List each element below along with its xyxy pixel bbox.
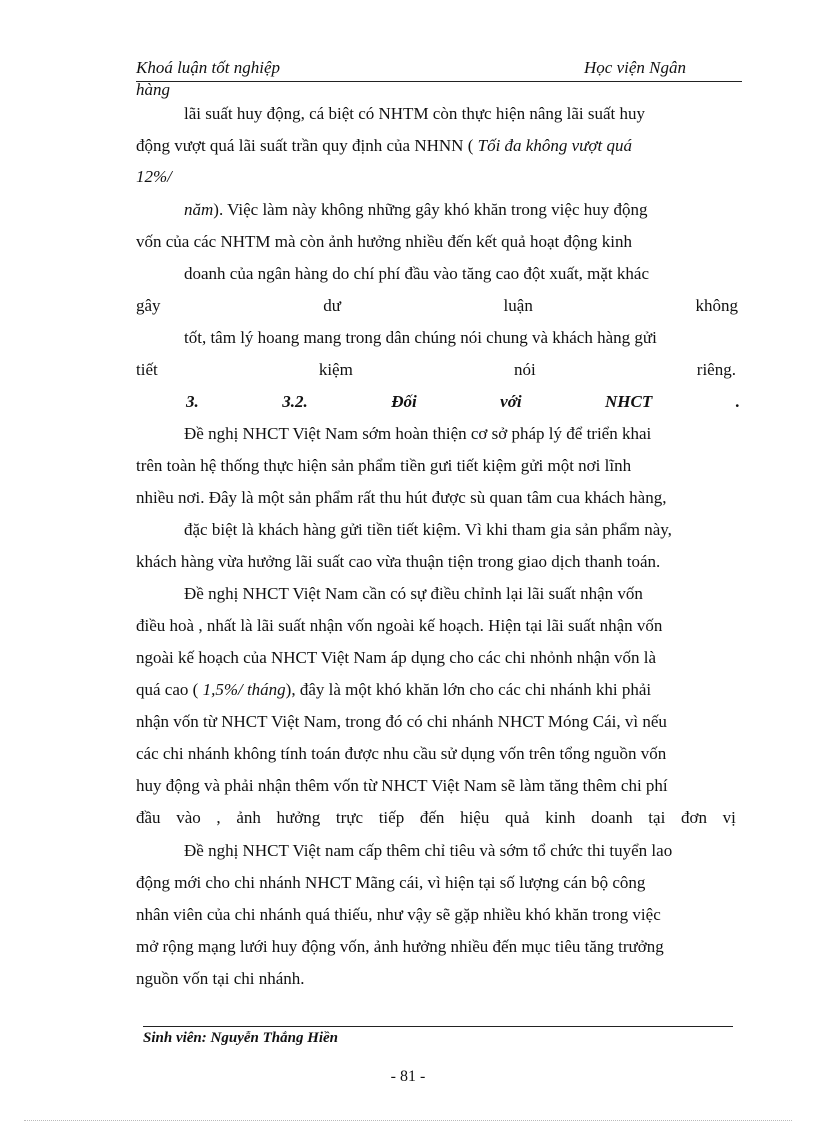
body-line: nhân viên của chi nhánh quá thiếu, như vậy sẽ gặp nhiều khó khăn trong việc [136,905,661,924]
body-line [184,199,648,221]
heading-part: . [735,392,740,411]
heading-part: 3. [186,392,199,411]
word: trực [335,808,364,827]
word: ảnh [236,808,261,827]
word: gây [136,296,161,315]
word: dư [323,296,341,315]
word: nói [513,360,536,379]
heading-part: 3.2. [282,392,308,411]
text-run: ), đây là một khó khăn lớn cho các chi nhánh khi phải [285,680,652,699]
text-run-italic: năm [184,200,214,219]
header-left: Khoá luận tốt nghiệp [136,58,281,77]
word: doanh [591,808,633,827]
header-wrap: hàng [136,80,170,99]
body-line: động mới cho chi nhánh NHCT Mãng cái, vì hiện tại số lượng cán bộ công [136,873,646,892]
word: vị [722,808,736,827]
word: luận [503,296,533,315]
body-line: nguồn vốn tại chi nhánh. [136,969,305,988]
body-line: điều hoà , nhất là lãi suất nhận vốn ngoài kế hoạch. Hiện tại lãi suất nhận vốn [136,616,663,635]
body-line: ngoài kế hoạch của NHCT Việt Nam áp dụng cho các chi nhỏnh nhận vốn là [136,648,657,667]
word: quả [505,808,530,827]
body-line [136,135,632,157]
section-heading [186,391,740,413]
word: đến [419,808,445,827]
body-line: trên toàn hệ thống thực hiện sản phẩm tiền gưi tiết kiệm gửi một nơi lĩnh [136,456,632,475]
body-line: Đề nghị NHCT Việt nam cấp thêm chỉ tiêu và sớm tổ chức thi tuyển lao [184,841,673,860]
justified-line [136,807,736,829]
body-line [136,679,651,701]
body-line: 12%/ [136,167,172,186]
text-run: quá cao ( [136,680,203,699]
word: riêng. [696,360,736,379]
header-rule [136,81,742,82]
word: kiệm [318,360,353,379]
footer-student-name: Sinh viên: Nguyễn Thắng Hiền [143,1030,339,1046]
text-run-italic: 1,5%/ tháng [202,680,286,699]
footer-rule [143,1026,733,1027]
body-line: vốn của các NHTM mà còn ảnh hưởng nhiều đến kết quả hoạt động kinh [136,232,632,251]
body-line: lãi suất huy động, cá biệt có NHTM còn thực hiện nâng lãi suất huy [184,104,646,123]
text-run: ). Việc làm này không những gây khó khăn trong việc huy động [213,200,648,219]
page-number: - 81 - [390,1068,426,1085]
word: vào [176,808,201,827]
justified-line [136,359,736,381]
word: đơn [680,808,707,827]
body-line: các chi nhánh không tính toán được nhu cầu sử dụng vốn trên tổng nguồn vốn [136,744,667,763]
word: tiếp [378,808,405,827]
header-right: Học viện Ngân [584,58,686,77]
heading-part: Đối [391,392,417,411]
body-line: mở rộng mạng lưới huy động vốn, ảnh hưởng nhiều đến mục tiêu tăng trưởng [136,937,664,956]
body-line: Đề nghị NHCT Việt Nam sớm hoàn thiện cơ sở pháp lý để triển khai [184,424,652,443]
body-line: doanh của ngân hàng do chí phí đầu vào tăng cao đột xuất, mặt khác [184,264,649,283]
word: không [695,296,738,315]
word: đầu [136,808,161,827]
body-line: đặc biệt là khách hàng gửi tiền tiết kiệm. Vì khi tham gia sản phẩm này, [184,520,672,539]
word: tại [648,808,666,827]
text-run-italic: Tối đa không vượt quá [477,136,632,155]
page-bottom-border [24,1120,792,1121]
body-line: tốt, tâm lý hoang mang trong dân chúng nói chung và khách hàng gửi [184,328,657,347]
body-line: huy động và phải nhận thêm vốn từ NHCT Việt Nam sẽ làm tăng thêm chi phí [136,776,668,795]
text-run: động vượt quá lãi suất trần quy định của NHNN ( [136,136,478,155]
heading-part: NHCT [605,392,653,411]
justified-line [136,295,738,317]
heading-part: với [500,392,522,411]
word: kinh [545,808,576,827]
word: , [216,808,221,827]
body-line: Đề nghị NHCT Việt Nam cần có sự điều chỉnh lại lãi suất nhận vốn [184,584,643,603]
body-line: nhiều nơi. Đây là một sản phẩm rất thu hút được sù quan tâm cua khách hàng, [136,488,667,507]
body-line: khách hàng vừa hưởng lãi suất cao vừa thuận tiện trong giao dịch thanh toán. [136,552,661,571]
body-line: nhận vốn từ NHCT Việt Nam, trong đó có chi nhánh NHCT Móng Cái, vì nếu [136,712,667,731]
word: hiệu [460,808,490,827]
word: tiết [136,360,158,379]
word: hưởng [276,808,321,827]
